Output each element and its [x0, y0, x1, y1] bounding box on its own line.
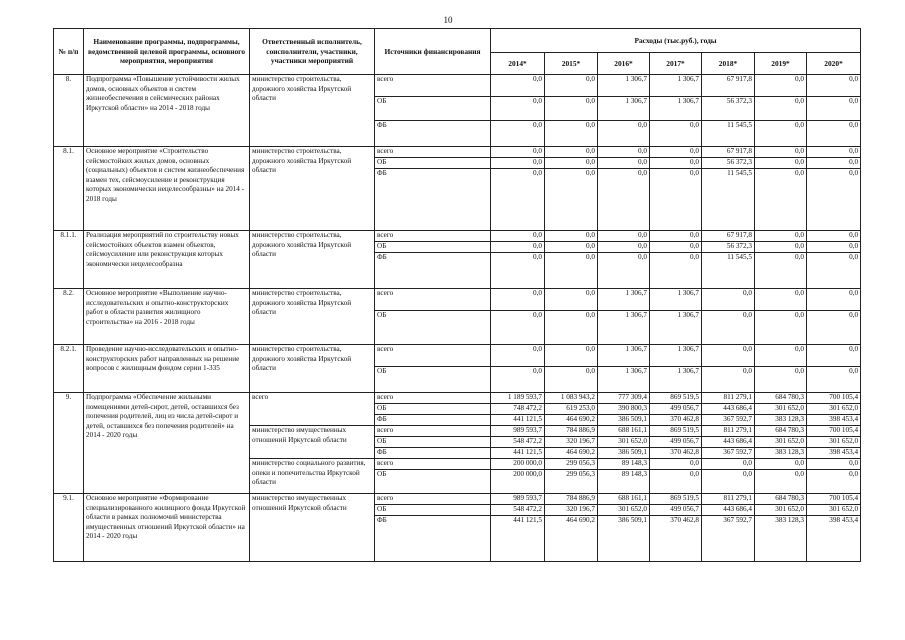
header-year: 2015*	[545, 53, 598, 75]
funding-source: ОБ	[375, 470, 491, 494]
expense-value: 811 279,1	[702, 426, 755, 437]
funding-source: всего	[375, 147, 491, 158]
expense-value: 301 652,0	[755, 505, 807, 516]
expense-value: 811 279,1	[702, 494, 755, 505]
expense-value: 398 453,4	[807, 415, 861, 426]
expense-value: 0,0	[807, 470, 861, 494]
expense-value: 548 472,2	[491, 437, 545, 448]
expense-value: 11 545,5	[702, 253, 755, 289]
header-no: № п/п	[54, 29, 84, 75]
program-name: Проведение научно-исследовательских и опытно-конструкторских работ направленных на решение вопросов с жилищным фондом серии 1-335	[84, 345, 250, 393]
expense-value: 989 593,7	[491, 426, 545, 437]
expense-value: 0,0	[598, 253, 650, 289]
executor: министерство строительства, дорожного хозяйства Иркутской области	[250, 147, 375, 231]
expense-value: 464 690,2	[545, 448, 598, 459]
expense-value: 299 056,3	[545, 470, 598, 494]
expense-value: 0,0	[807, 121, 861, 147]
header-source: Источники финансирования	[375, 29, 491, 75]
expense-value: 0,0	[545, 253, 598, 289]
expense-value: 1 306,7	[650, 75, 702, 97]
expense-value: 383 128,3	[755, 415, 807, 426]
expense-value: 0,0	[755, 459, 807, 470]
table-row	[54, 147, 861, 158]
expense-value: 301 652,0	[807, 505, 861, 516]
executor: министерство строительства, дорожного хозяйства Иркутской области	[250, 345, 375, 393]
expense-value: 700 105,4	[807, 393, 861, 404]
expense-value: 0,0	[755, 345, 807, 367]
header-year: 2019*	[755, 53, 807, 75]
expense-value: 56 372,3	[702, 242, 755, 253]
table-row	[54, 494, 861, 505]
expense-value: 200 000,0	[491, 470, 545, 494]
expense-value: 700 105,4	[807, 494, 861, 505]
executor: всего	[250, 393, 375, 426]
expense-value: 0,0	[491, 147, 545, 158]
expense-value: 688 161,1	[598, 494, 650, 505]
header-year: 2018*	[702, 53, 755, 75]
expense-value: 301 652,0	[598, 437, 650, 448]
expense-value: 0,0	[650, 253, 702, 289]
expense-value: 320 196,7	[545, 437, 598, 448]
expense-value: 301 652,0	[807, 437, 861, 448]
expense-value: 0,0	[491, 158, 545, 169]
expense-value: 56 372,3	[702, 97, 755, 121]
expense-value: 0,0	[491, 242, 545, 253]
expense-value: 0,0	[598, 169, 650, 231]
funding-source: ФБ	[375, 121, 491, 147]
header-executor: Ответственный исполнитель, соисполнители, участники, участники мероприятий	[250, 29, 375, 75]
expense-value: 499 056,7	[650, 505, 702, 516]
expense-value: 56 372,3	[702, 158, 755, 169]
expense-value: 11 545,5	[702, 121, 755, 147]
header-year: 2020*	[807, 53, 861, 75]
expense-value: 0,0	[545, 121, 598, 147]
funding-source: всего	[375, 231, 491, 242]
expense-value: 301 652,0	[755, 404, 807, 415]
expense-value: 464 690,2	[545, 415, 598, 426]
expense-value: 370 462,8	[650, 415, 702, 426]
expense-value: 383 128,3	[755, 448, 807, 459]
expense-value: 0,0	[650, 147, 702, 158]
expense-value: 89 148,3	[598, 459, 650, 470]
expense-value: 367 592,7	[702, 448, 755, 459]
expense-value: 0,0	[807, 367, 861, 393]
expense-value: 0,0	[650, 169, 702, 231]
expense-value: 367 592,7	[702, 516, 755, 562]
expense-value: 548 472,2	[491, 505, 545, 516]
funding-source: ФБ	[375, 516, 491, 562]
expense-value: 0,0	[545, 345, 598, 367]
row-number: 8.	[54, 75, 84, 147]
funding-source: ФБ	[375, 169, 491, 231]
expense-value: 0,0	[702, 345, 755, 367]
expense-value: 869 519,5	[650, 494, 702, 505]
expense-value: 0,0	[545, 97, 598, 121]
funding-source: ОБ	[375, 437, 491, 448]
funding-source: всего	[375, 393, 491, 404]
expense-value: 0,0	[755, 289, 807, 311]
funding-source: ОБ	[375, 158, 491, 169]
executor: министерство строительства, дорожного хозяйства Иркутской области	[250, 75, 375, 147]
expense-value: 0,0	[545, 311, 598, 345]
expense-value: 443 686,4	[702, 437, 755, 448]
expense-value: 748 472,2	[491, 404, 545, 415]
expense-value: 0,0	[755, 470, 807, 494]
expense-value: 0,0	[491, 169, 545, 231]
funding-source: ОБ	[375, 404, 491, 415]
expense-value: 784 886,9	[545, 494, 598, 505]
funding-source: ОБ	[375, 97, 491, 121]
expense-value: 1 306,7	[650, 289, 702, 311]
expense-value: 301 652,0	[755, 437, 807, 448]
expense-value: 1 306,7	[598, 311, 650, 345]
expense-value: 0,0	[491, 97, 545, 121]
expense-value: 89 148,3	[598, 470, 650, 494]
expense-value: 398 453,4	[807, 516, 861, 562]
expense-value: 0,0	[491, 75, 545, 97]
expense-value: 0,0	[545, 75, 598, 97]
expense-value: 1 306,7	[598, 345, 650, 367]
expense-value: 0,0	[755, 231, 807, 242]
expense-value: 0,0	[807, 147, 861, 158]
expense-value: 1 306,7	[650, 345, 702, 367]
executor: министерство имущественных отношений Иркутской области	[250, 426, 375, 459]
expense-value: 0,0	[755, 242, 807, 253]
funding-source: всего	[375, 75, 491, 97]
program-name: Подпрограмма «Обеспечение жильными помещениями детей-сирот, детей, оставшихся без попечения родителей, лиц из числа детей-сирот и детей, оставшихся без попечения родителей» на 2014 - 2020 годы	[84, 393, 250, 494]
row-number: 8.1.1.	[54, 231, 84, 289]
expense-value: 700 105,4	[807, 426, 861, 437]
expense-value: 11 545,5	[702, 169, 755, 231]
expense-value: 784 886,9	[545, 426, 598, 437]
expense-value: 811 279,1	[702, 393, 755, 404]
funding-source: ФБ	[375, 253, 491, 289]
expense-value: 499 056,7	[650, 404, 702, 415]
expense-value: 386 509,1	[598, 448, 650, 459]
expense-value: 0,0	[807, 231, 861, 242]
program-name: Реализация мероприятий по строительству новых сейсмостойких объектов взамен объектов, сейсмоусиление или реконструкция которых экономически нецелесообразна	[84, 231, 250, 289]
row-number: 9.	[54, 393, 84, 494]
expense-value: 0,0	[755, 147, 807, 158]
header-year: 2014*	[491, 53, 545, 75]
row-number: 9.1.	[54, 494, 84, 562]
expense-value: 367 592,7	[702, 415, 755, 426]
expense-value: 1 083 943,2	[545, 393, 598, 404]
table-row	[54, 393, 861, 404]
executor: министерство строительства, дорожного хозяйства Иркутской области	[250, 289, 375, 345]
expenses-table	[53, 28, 861, 562]
header-name: Наименование программы, подпрограммы, ведомственной целевой программы, основного мероприятия, мероприятия	[84, 29, 250, 75]
expense-value: 0,0	[650, 158, 702, 169]
expense-value: 0,0	[545, 158, 598, 169]
expense-value: 383 128,3	[755, 516, 807, 562]
funding-source: ФБ	[375, 448, 491, 459]
table-row	[54, 75, 861, 97]
funding-source: ОБ	[375, 311, 491, 345]
expense-value: 370 462,8	[650, 516, 702, 562]
expense-value: 0,0	[807, 242, 861, 253]
expense-value: 0,0	[598, 231, 650, 242]
program-name: Основное мероприятие «Формирование специализированного жилищного фонда Иркутской области в рамках полномочий министерства имущественных отношений Иркутской области» на 2014 - 2020 годы	[84, 494, 250, 562]
funding-source: всего	[375, 289, 491, 311]
expense-value: 1 189 593,7	[491, 393, 545, 404]
expense-value: 0,0	[807, 459, 861, 470]
expense-value: 777 309,4	[598, 393, 650, 404]
expense-value: 0,0	[755, 169, 807, 231]
program-name: Основное мероприятие «Строительство сейсмостойких жилых домов, основных (социальных) объектов и систем жизнеобеспечения взамен тех, сейсмоусиление и реконструкция которых экономически нецелесообразны» на 2014 - 2018 годы	[84, 147, 250, 231]
expense-value: 0,0	[598, 158, 650, 169]
expense-value: 0,0	[545, 289, 598, 311]
expense-value: 67 917,8	[702, 75, 755, 97]
expense-value: 688 161,1	[598, 426, 650, 437]
expense-value: 0,0	[702, 459, 755, 470]
expense-value: 0,0	[491, 311, 545, 345]
expense-value: 0,0	[755, 311, 807, 345]
funding-source: ФБ	[375, 415, 491, 426]
expense-value: 0,0	[807, 311, 861, 345]
expense-value: 301 652,0	[598, 505, 650, 516]
expense-value: 0,0	[650, 242, 702, 253]
expense-value: 0,0	[650, 231, 702, 242]
expense-value: 464 690,2	[545, 516, 598, 562]
expense-value: 0,0	[491, 231, 545, 242]
expense-value: 0,0	[491, 367, 545, 393]
expense-value: 0,0	[755, 367, 807, 393]
expense-value: 0,0	[755, 121, 807, 147]
funding-source: всего	[375, 494, 491, 505]
expense-value: 0,0	[755, 97, 807, 121]
page-number: 10	[443, 15, 453, 25]
header-year: 2017*	[650, 53, 702, 75]
expense-value: 0,0	[755, 158, 807, 169]
expense-value: 869 519,5	[650, 393, 702, 404]
expense-value: 619 253,0	[545, 404, 598, 415]
expense-value: 0,0	[702, 470, 755, 494]
expense-value: 1 306,7	[598, 97, 650, 121]
expense-value: 684 780,3	[755, 426, 807, 437]
row-number: 8.1.	[54, 147, 84, 231]
expense-value: 0,0	[650, 470, 702, 494]
expense-value: 0,0	[545, 169, 598, 231]
expense-value: 0,0	[755, 253, 807, 289]
expense-value: 0,0	[545, 231, 598, 242]
expense-value: 0,0	[650, 121, 702, 147]
funding-source: всего	[375, 426, 491, 437]
expense-value: 0,0	[807, 97, 861, 121]
expense-value: 443 686,4	[702, 505, 755, 516]
expense-value: 684 780,3	[755, 393, 807, 404]
expense-value: 386 509,1	[598, 516, 650, 562]
expense-value: 989 593,7	[491, 494, 545, 505]
expense-value: 0,0	[755, 75, 807, 97]
expense-value: 0,0	[598, 121, 650, 147]
table-row	[54, 289, 861, 311]
expense-value: 1 306,7	[598, 75, 650, 97]
table-row	[54, 345, 861, 367]
expense-value: 0,0	[807, 253, 861, 289]
funding-source: ОБ	[375, 367, 491, 393]
expense-value: 441 121,5	[491, 448, 545, 459]
program-name: Подпрограмма «Повышение устойчивости жилых домов, основных объектов и систем жизнеобеспечения в сейсмических районах Иркутской области» на 2014 - 2018 годы	[84, 75, 250, 147]
expense-value: 0,0	[807, 158, 861, 169]
expense-value: 0,0	[545, 147, 598, 158]
expense-value: 299 056,3	[545, 459, 598, 470]
expense-value: 0,0	[491, 253, 545, 289]
expense-value: 684 780,3	[755, 494, 807, 505]
expense-value: 67 917,8	[702, 147, 755, 158]
program-name: Основное мероприятие «Выполнение научно-исследовательских и опытно-конструкторских работ в области развития жилищного строительства» на 2016 - 2018 годы	[84, 289, 250, 345]
expense-value: 1 306,7	[650, 311, 702, 345]
expense-value: 0,0	[491, 345, 545, 367]
row-number: 8.2.	[54, 289, 84, 345]
header-year: 2016*	[598, 53, 650, 75]
funding-source: ОБ	[375, 242, 491, 253]
expense-value: 1 306,7	[598, 367, 650, 393]
expense-value: 869 519,5	[650, 426, 702, 437]
expense-value: 320 196,7	[545, 505, 598, 516]
funding-source: ОБ	[375, 505, 491, 516]
expense-value: 0,0	[545, 367, 598, 393]
expense-value: 0,0	[702, 289, 755, 311]
expense-value: 0,0	[598, 147, 650, 158]
expense-value: 0,0	[702, 311, 755, 345]
expense-value: 0,0	[702, 367, 755, 393]
expense-value: 499 056,7	[650, 437, 702, 448]
header-expenses: Расходы (тыс.руб.), годы	[491, 29, 861, 53]
expense-value: 0,0	[491, 121, 545, 147]
executor: министерство имущественных отношений Иркутской области	[250, 494, 375, 562]
expense-value: 0,0	[598, 242, 650, 253]
funding-source: всего	[375, 459, 491, 470]
executor: министерство социального развития, опеки и попечительства Иркутской области	[250, 459, 375, 494]
expense-value: 200 000,0	[491, 459, 545, 470]
expense-value: 441 121,5	[491, 415, 545, 426]
expense-value: 398 453,4	[807, 448, 861, 459]
expense-value: 67 917,8	[702, 231, 755, 242]
expense-value: 0,0	[491, 289, 545, 311]
expense-value: 0,0	[650, 459, 702, 470]
expense-value: 0,0	[807, 75, 861, 97]
expense-value: 0,0	[807, 289, 861, 311]
expense-value: 301 652,0	[807, 404, 861, 415]
expense-value: 0,0	[807, 169, 861, 231]
expense-value: 370 462,8	[650, 448, 702, 459]
row-number: 8.2.1.	[54, 345, 84, 393]
executor: министерство строительства, дорожного хозяйства Иркутской области	[250, 231, 375, 289]
expense-value: 390 800,3	[598, 404, 650, 415]
expense-value: 386 509,1	[598, 415, 650, 426]
expense-value: 443 686,4	[702, 404, 755, 415]
expense-value: 1 306,7	[650, 97, 702, 121]
table-row	[54, 231, 861, 242]
expense-value: 441 121,5	[491, 516, 545, 562]
expense-value: 1 306,7	[650, 367, 702, 393]
expense-value: 0,0	[545, 242, 598, 253]
expense-value: 1 306,7	[598, 289, 650, 311]
funding-source: всего	[375, 345, 491, 367]
expense-value: 0,0	[807, 345, 861, 367]
